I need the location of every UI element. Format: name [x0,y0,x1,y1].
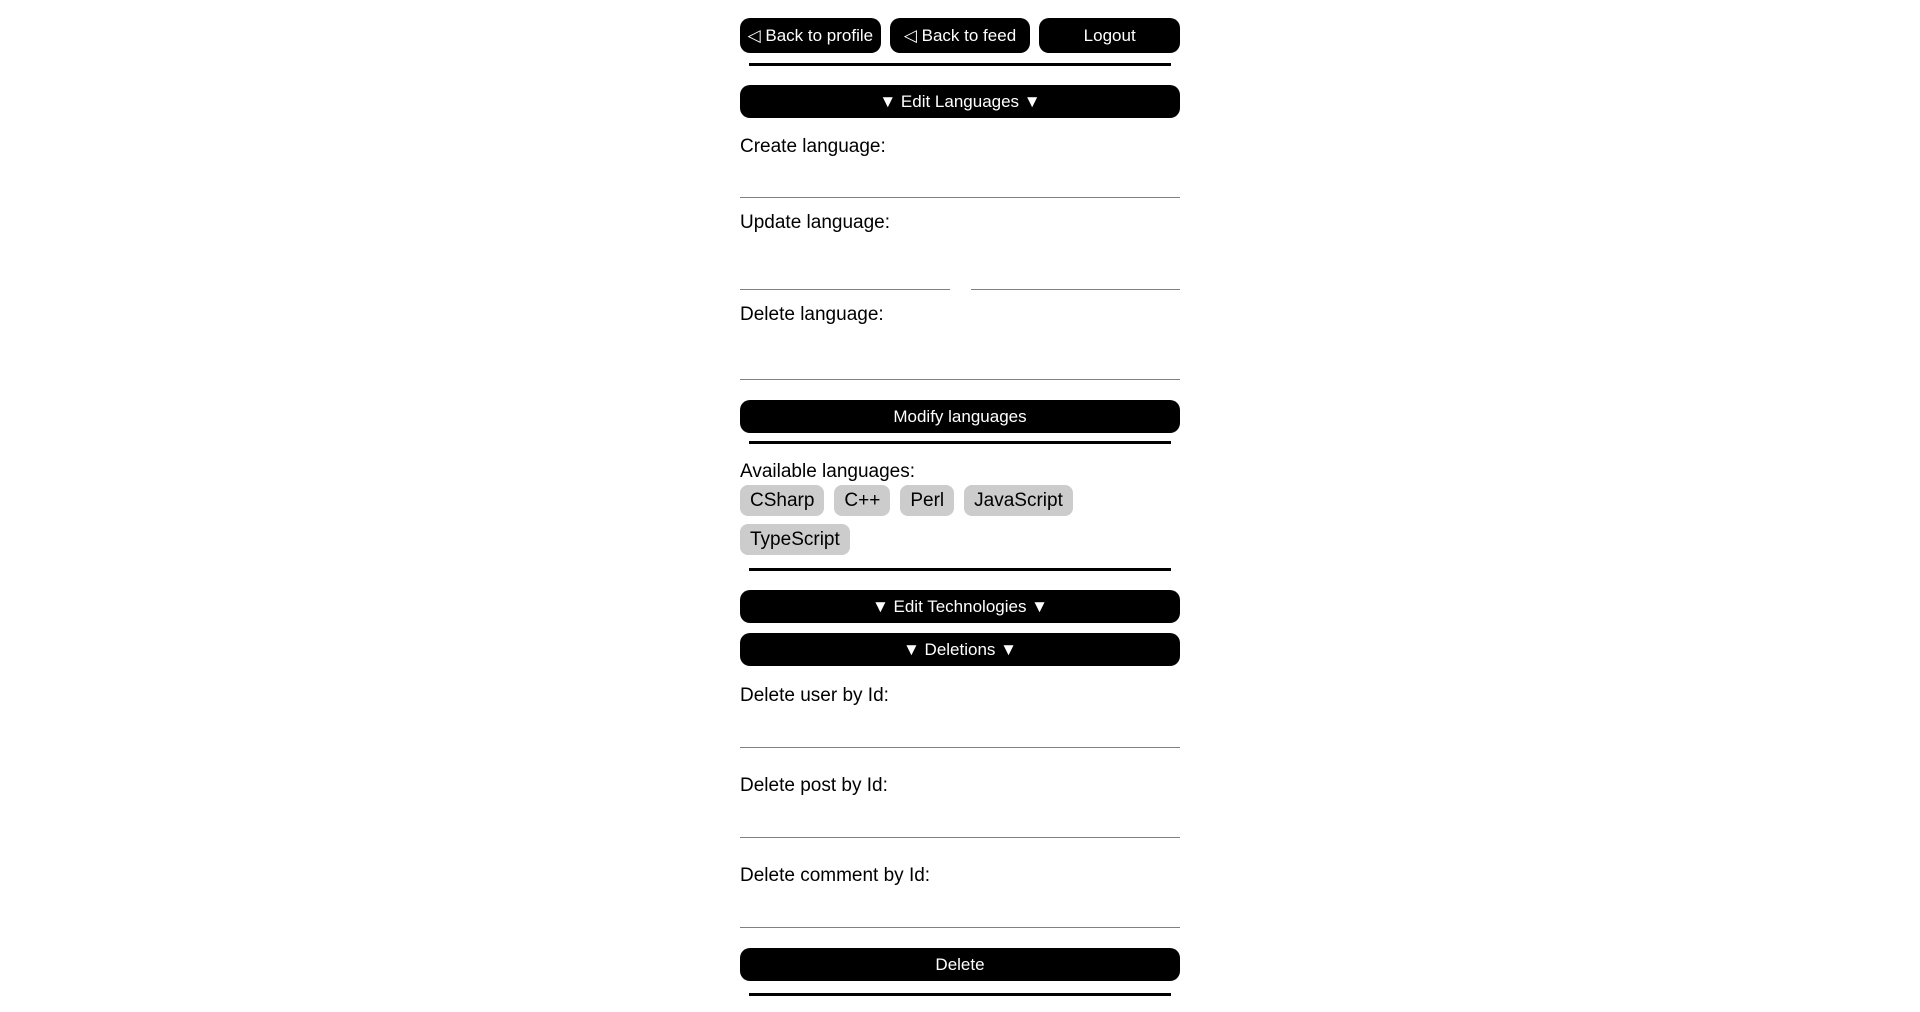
divider [749,993,1171,996]
divider [749,568,1171,571]
delete-post-id-input[interactable] [740,797,1180,838]
update-language-inputs [740,234,1180,290]
update-language-new-input[interactable] [971,234,1181,290]
delete-comment-label: Delete comment by Id: [740,865,931,886]
language-tag: JavaScript [964,485,1073,516]
delete-user-label: Delete user by Id: [740,685,889,706]
divider [749,63,1171,66]
divider [749,441,1171,444]
delete-language-label: Delete language: [740,304,884,325]
top-nav [740,18,1180,53]
language-tag: CSharp [740,485,824,516]
delete-button[interactable]: Delete [740,948,1180,981]
create-language-input[interactable] [740,158,1180,198]
admin-panel [740,0,1180,996]
create-language-label: Create language: [740,136,886,157]
delete-language-input[interactable] [740,326,1180,380]
edit-technologies-toggle[interactable]: ▼ Edit Technologies ▼ [740,590,1180,623]
delete-post-label: Delete post by Id: [740,775,888,796]
edit-languages-toggle[interactable]: ▼ Edit Languages ▼ [740,85,1180,118]
logout-button[interactable]: Logout [1039,18,1180,53]
available-languages-label: Available languages: [740,461,916,482]
delete-comment-id-input[interactable] [740,887,1180,928]
language-tag: C++ [834,485,890,516]
update-language-old-input[interactable] [740,234,950,290]
modify-languages-button[interactable]: Modify languages [740,400,1180,433]
back-to-feed-button[interactable]: ◁ Back to feed [890,18,1031,53]
available-languages-list [740,485,1180,555]
back-to-profile-button[interactable]: ◁ Back to profile [740,18,881,53]
update-language-label: Update language: [740,212,891,233]
delete-user-id-input[interactable] [740,707,1180,748]
language-tag: Perl [900,485,954,516]
deletions-toggle[interactable]: ▼ Deletions ▼ [740,633,1180,666]
language-tag: TypeScript [740,524,850,555]
